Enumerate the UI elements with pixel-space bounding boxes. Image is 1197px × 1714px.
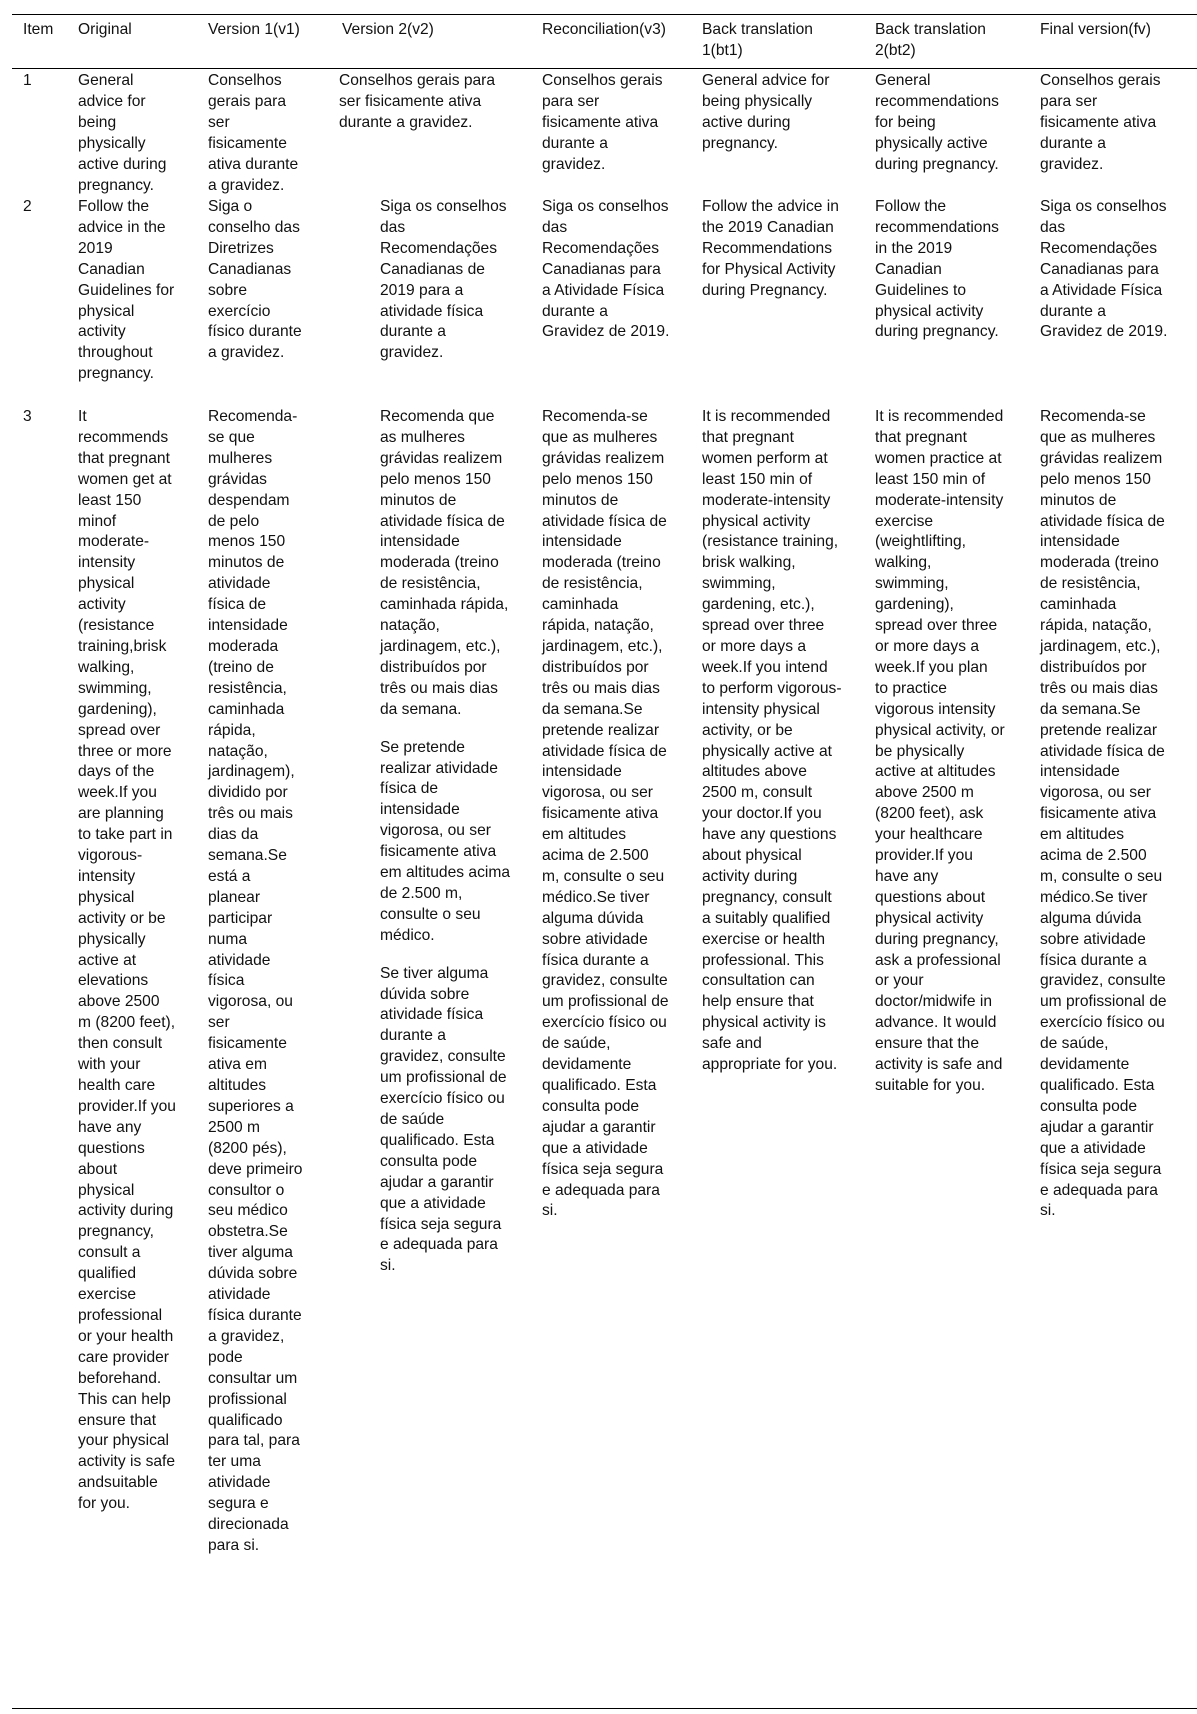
header-item: Item: [23, 21, 54, 38]
table-header-rule: [12, 68, 1197, 69]
row-1-back-translation-1: General advice for being physically active during pregnancy.: [702, 72, 830, 152]
row-3-version-2-paragraph-2: Se pretende realizar atividade física de intensidade vigorosa, ou ser fisicamente ativa em altitudes acima de 2.500 m, consulte o seu médico.: [380, 738, 511, 944]
row-3-version-2: [380, 407, 510, 1277]
row-1-back-translation-2: General recommendations for being physically active during pregnancy.: [875, 72, 999, 173]
header-version-2: Version 2(v2): [342, 21, 434, 38]
row-1-final-version: Conselhos gerais para ser fisicamente ativa durante a gravidez.: [1040, 72, 1161, 173]
row-3-reconciliation: Recomenda-se que as mulheres grávidas realizem pelo menos 150 minutos de atividade física de intensidade moderada (treino de resistência, caminhada rápida, natação, jardinagem, etc.), distribuídos por três ou mais dias da semana.Se pretende realizar atividade física de intensidade vigorosa, ou ser fisicamente ativa em altitudes acima de 2.500 m, consulte o seu médico.Se tiver alguma dúvida sobre atividade física durante a gravidez, consulte um profissional de exercício físico ou de saúde, devidamente qualificado. Esta consulta pode ajudar a garantir que a atividade física seja segura e adequada para si.: [542, 408, 669, 1220]
row-1-version-1: Conselhos gerais para ser fisicamente ativa durante a gravidez.: [208, 72, 299, 194]
row-2-version-1: Siga o conselho das Diretrizes Canadianas sobre exercício físico durante a gravidez.: [208, 198, 302, 362]
row-1-version-2: Conselhos gerais para ser fisicamente ativa durante a gravidez.: [339, 72, 496, 131]
row-3-back-translation-1: It is recommended that pregnant women perform at least 150 min of moderate-intensity physical activity (resistance training, brisk walking, swimming, gardening, etc.), spread over three or more days a week.If you intend to perform vigorous-intensity physical activity, or be physically active at altitudes above 2500 m, consult your doctor.If you have any questions about physical activity during pregnancy, consult a suitably qualified exercise or health professional. This consultation can help ensure that physical activity is safe and appropriate for you.: [702, 408, 842, 1074]
row-3-item: 3: [23, 408, 32, 425]
row-2-back-translation-1: Follow the advice in the 2019 Canadian Recommendations for Physical Activity during Pregnancy.: [702, 198, 839, 299]
row-2-item: 2: [23, 198, 32, 215]
row-3-version-2-paragraph-1: Recomenda que as mulheres grávidas realizem pelo menos 150 minutos de atividade física de intensidade moderada (treino de resistência, caminhada rápida, natação, jardinagem, etc.), distribuídos por três ou mais dias da semana.: [380, 408, 509, 718]
row-2-back-translation-2: Follow the recommendations in the 2019 Canadian Guidelines to physical activity during pregnancy.: [875, 198, 999, 341]
row-2-original: Follow the advice in the 2019 Canadian Guidelines for physical activity throughout pregnancy.: [78, 198, 175, 383]
header-version-1: Version 1(v1): [208, 21, 300, 38]
row-3-version-2-paragraph-3: Se tiver alguma dúvida sobre atividade física durante a gravidez, consulte um profissional de exercício físico ou de saúde qualificado. Esta consulta pode ajudar a garantir que a atividade física seja segura e adequada para si.: [380, 964, 507, 1275]
row-1-reconciliation: Conselhos gerais para ser fisicamente ativa durante a gravidez.: [542, 72, 663, 173]
header-back-translation-2: Back translation 2(bt2): [875, 21, 986, 59]
header-original: Original: [78, 21, 132, 38]
row-1-original: General advice for being physically active during pregnancy.: [78, 72, 167, 194]
row-3-original: It recommends that pregnant women get at least 150 minof moderate-intensity physical activity (resistance training,brisk walking, swimming, gardening), spread over three or more days of the week.If you are planning to take part in vigorous-intensity physical activity or be physically active at elevations above 2500 m (8200 feet), then consult with your health care provider.If you have any questions about physical activity during pregnancy, consult a qualified exercise professional or your health care provider beforehand. This can help ensure that your physical activity is safe andsuitable for you.: [78, 408, 176, 1513]
row-2-version-2: Siga os conselhos das Recomendações Canadianas de 2019 para a atividade física durante a gravidez.: [380, 198, 507, 362]
table-bottom-rule: [12, 1708, 1197, 1709]
table-top-rule: [12, 14, 1197, 15]
row-3-final-version: Recomenda-se que as mulheres grávidas realizem pelo menos 150 minutos de atividade física de intensidade moderada (treino de resistência, caminhada rápida, natação, jardinagem, etc.), distribuídos por três ou mais dias da semana.Se pretende realizar atividade física de intensidade vigorosa, ou ser fisicamente ativa em altitudes acima de 2.500 m, consulte o seu médico.Se tiver alguma dúvida sobre atividade física durante a gravidez, consulte um profissional de exercício físico ou de saúde, devidamente qualificado. Esta consulta pode ajudar a garantir que a atividade física seja segura e adequada para si.: [1040, 408, 1167, 1220]
row-3-version-1: Recomenda-se que mulheres grávidas despendam de pelo menos 150 minutos de atividade física de intensidade moderada (treino de resistência, caminhada rápida, natação, jardinagem), dividido por três ou mais dias da semana.Se está a planear participar numa atividade física vigorosa, ou ser fisicamente ativa em altitudes superiores a 2500 m (8200 pés), deve primeiro consultor o seu médico obstetra.Se tiver alguma dúvida sobre atividade física durante a gravidez, pode consultar um profissional qualificado para tal, para ter uma atividade segura e direcionada para si.: [208, 408, 303, 1554]
row-1-item: 1: [23, 72, 32, 89]
row-2-final-version: Siga os conselhos das Recomendações Canadianas para a Atividade Física durante a Gravidez de 2019.: [1040, 198, 1168, 341]
header-reconciliation: Reconciliation(v3): [542, 21, 666, 38]
header-back-translation-1: Back translation 1(bt1): [702, 21, 813, 59]
row-2-reconciliation: Siga os conselhos das Recomendações Canadianas para a Atividade Física durante a Gravidez de 2019.: [542, 198, 670, 341]
row-3-back-translation-2: It is recommended that pregnant women practice at least 150 min of moderate-intensity exercise (weightlifting, walking, swimming, gardening), spread over three or more days a week.If you plan to practice vigorous intensity physical activity, or be physically active at altitudes above 2500 m (8200 feet), ask your healthcare provider.If you have any questions about physical activity during pregnancy, ask a professional or your doctor/midwife in advance. It would ensure that the activity is safe and suitable for you.: [875, 408, 1005, 1094]
header-final-version: Final version(fv): [1040, 21, 1151, 38]
